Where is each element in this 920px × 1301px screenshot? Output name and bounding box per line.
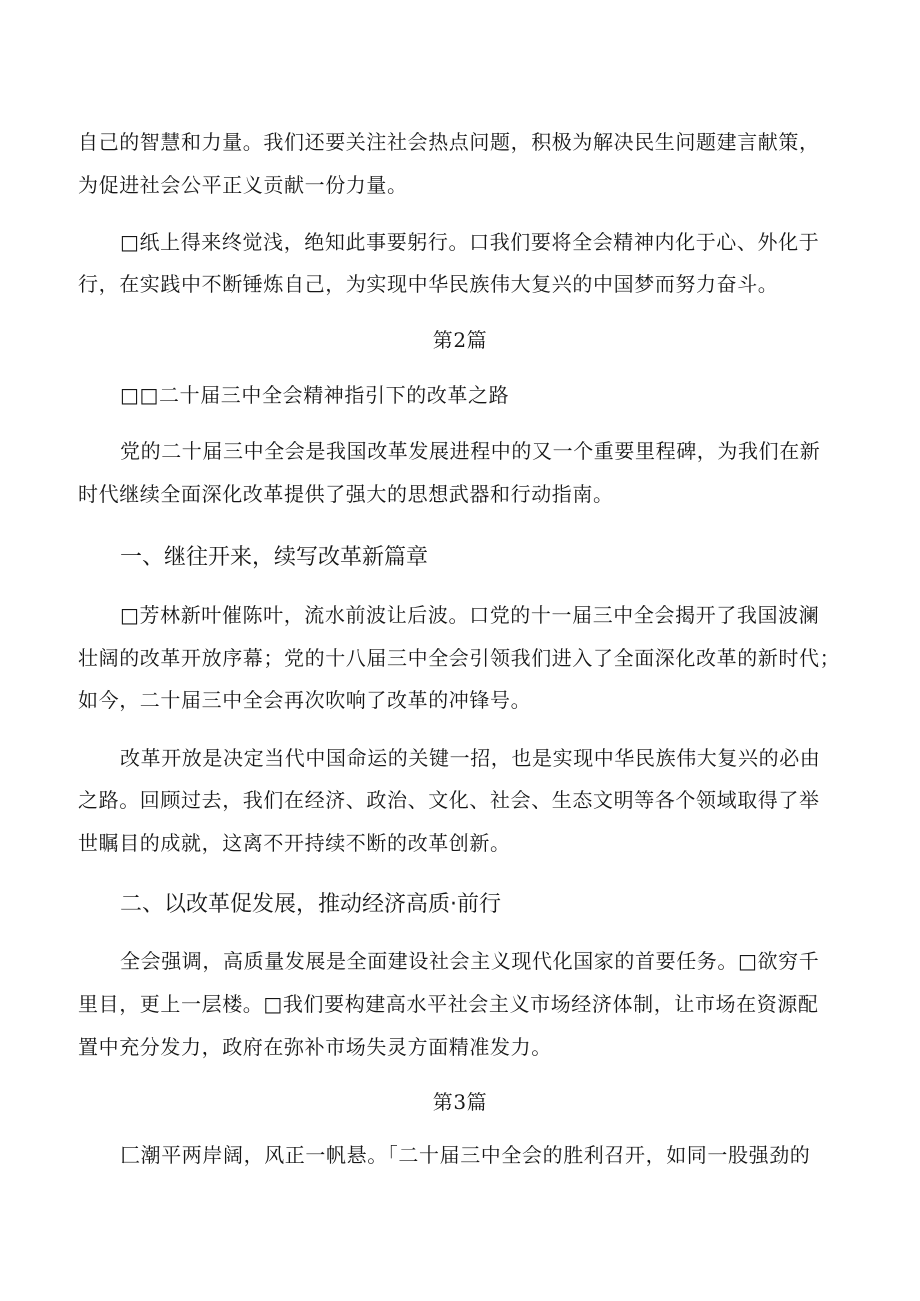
paragraph-line: 自己的智慧和力量。我们还要关注社会热点问题，积极为解决民生问题建言献策， (78, 130, 820, 154)
paragraph-line: 时代继续全面深化改革提供了强大的思想武器和行动指南。 (78, 482, 614, 506)
paragraph-line: □纸上得来终觉浅，绝知此事要躬行。口我们要将全会精神内化于心、外化于 (120, 230, 820, 254)
paragraph-line: 世瞩目的成就，这离不开持续不断的改革创新。 (78, 831, 511, 855)
paragraph-line: 行，在实践中不断锤炼自己，为实现中华民族伟大复兴的中国梦而努力奋斗。 (78, 272, 779, 296)
paragraph-line: 之路。回顾过去，我们在经济、政治、文化、社会、生态文明等各个领域取得了举 (78, 788, 820, 812)
paragraph-line: 为促进社会公平正义贡献一份力量。 (78, 173, 408, 197)
paragraph-line: 改革开放是决定当代中国命运的关键一招，也是实现中华民族伟大复兴的必由 (120, 746, 821, 770)
paragraph-line: □芳林新叶催陈叶，流水前波让后波。口党的十一届三中全会揭开了我国波澜 (120, 603, 820, 627)
paragraph-line: 全会强调，高质量发展是全面建设社会主义现代化国家的首要任务。□欲穷千 (120, 949, 820, 973)
section-heading: 一、继往开来，续写改革新篇章 (120, 545, 429, 570)
paragraph-line: 壮阔的改革开放序幕；党的十八届三中全会引领我们进入了全面深化改革的新时代； (78, 646, 841, 670)
paragraph-line: 如今，二十届三中全会再次吹响了改革的冲锋号。 (78, 688, 532, 712)
paragraph-line: 党的二十届三中全会是我国改革发展进程中的又一个重要里程碑，为我们在新 (120, 439, 821, 463)
paragraph-line: 置中充分发力，政府在弥补市场失灵方面精准发力。 (78, 1035, 552, 1059)
section-title: 第3篇 (432, 1090, 488, 1114)
section-heading: 二、以改革促发展，推动经济高质·前行 (120, 892, 501, 917)
paragraph-line: 匚潮平两岸阔，风正一帆悬。「二十届三中全会的胜利召开，如同一股强劲的 (120, 1143, 811, 1167)
section-title: 第2篇 (432, 328, 488, 352)
article-title: □□二十届三中全会精神指引下的改革之路 (120, 383, 510, 407)
paragraph-line: 里目，更上一层楼。□我们要构建高水平社会主义市场经济体制，让市场在资源配 (78, 992, 819, 1016)
